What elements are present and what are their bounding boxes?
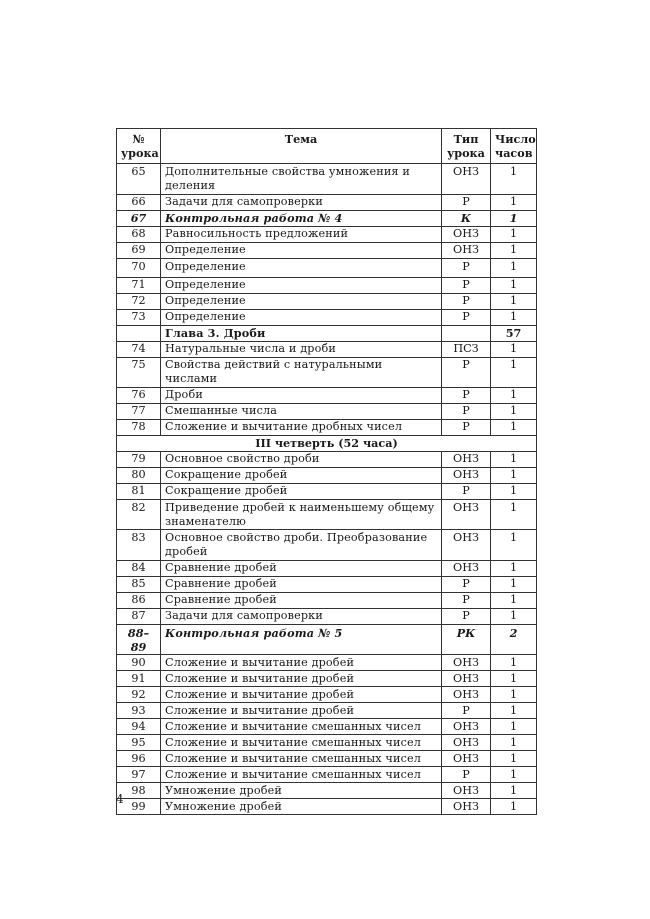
lesson-type-cell: ОНЗ <box>442 226 491 242</box>
lesson-type-cell: Р <box>442 194 491 210</box>
hours-cell: 1 <box>491 576 537 592</box>
topic-cell: Умножение дробей <box>161 799 442 815</box>
lesson-number-cell: 70 <box>117 258 161 277</box>
lesson-number-cell: 80 <box>117 467 161 483</box>
topic-cell: Определение <box>161 258 442 277</box>
hours-cell: 1 <box>491 194 537 210</box>
topic-cell: Дополнительные свойства умножения и деления <box>161 164 442 195</box>
table-row <box>117 467 537 483</box>
lesson-number-cell: 79 <box>117 451 161 467</box>
table-row <box>117 624 537 655</box>
lesson-number-cell: 75 <box>117 357 161 387</box>
table-row <box>117 387 537 403</box>
quarter-heading-row <box>117 435 537 451</box>
hours-cell: 1 <box>491 258 537 277</box>
hours-cell: 1 <box>491 309 537 325</box>
table-row <box>117 164 537 195</box>
table-row <box>117 258 537 277</box>
lesson-type-cell: Р <box>442 419 491 435</box>
topic-cell: Сокращение дробей <box>161 467 442 483</box>
hours-cell: 1 <box>491 451 537 467</box>
hours-cell: 1 <box>491 608 537 624</box>
lesson-number-cell: 85 <box>117 576 161 592</box>
lesson-number-cell: 74 <box>117 341 161 357</box>
topic-cell: Задачи для самопроверки <box>161 608 442 624</box>
table-row <box>117 419 537 435</box>
hours-cell: 1 <box>491 783 537 799</box>
lesson-type-cell: Р <box>442 357 491 387</box>
lesson-number-cell: 73 <box>117 309 161 325</box>
lesson-type-cell: ОНЗ <box>442 687 491 703</box>
table-row <box>117 293 537 309</box>
lesson-type-cell: ОНЗ <box>442 467 491 483</box>
topic-cell: Приведение дробей к наименьшему общему знаменателю <box>161 499 442 530</box>
lesson-type-cell: Р <box>442 403 491 419</box>
lesson-number-cell: 99 <box>117 799 161 815</box>
topic-cell: Сложение и вычитание дробей <box>161 703 442 719</box>
lesson-type-cell: ОНЗ <box>442 783 491 799</box>
table-row <box>117 560 537 576</box>
table-row <box>117 483 537 499</box>
table-row <box>117 767 537 783</box>
topic-cell: Сложение и вычитание дробных чисел <box>161 419 442 435</box>
lesson-type-cell: ОНЗ <box>442 242 491 258</box>
hours-cell: 1 <box>491 226 537 242</box>
topic-cell: Смешанные числа <box>161 403 442 419</box>
chapter-heading-row <box>117 325 537 341</box>
table-row <box>117 655 537 671</box>
lesson-number-cell: 71 <box>117 277 161 293</box>
lesson-number-cell: 90 <box>117 655 161 671</box>
lesson-type-cell: Р <box>442 483 491 499</box>
lesson-number-cell: 95 <box>117 735 161 751</box>
lesson-number-cell: 88– 89 <box>117 624 161 655</box>
lesson-number-cell: 87 <box>117 608 161 624</box>
lesson-type-cell: ОНЗ <box>442 655 491 671</box>
hours-cell: 57 <box>491 325 537 341</box>
hours-cell: 1 <box>491 293 537 309</box>
lesson-type-cell: ОНЗ <box>442 451 491 467</box>
lesson-type-cell: Р <box>442 258 491 277</box>
lesson-number-cell: 98 <box>117 783 161 799</box>
hours-cell: 1 <box>491 751 537 767</box>
topic-cell: Сравнение дробей <box>161 592 442 608</box>
hours-cell: 1 <box>491 530 537 561</box>
hours-cell: 1 <box>491 560 537 576</box>
topic-cell: Сложение и вычитание смешанных чисел <box>161 735 442 751</box>
hours-cell: 1 <box>491 210 537 226</box>
lesson-type-cell: ПСЗ <box>442 341 491 357</box>
lesson-number-cell: 91 <box>117 671 161 687</box>
lesson-type-cell: ОНЗ <box>442 560 491 576</box>
table-row <box>117 210 537 226</box>
topic-cell: Определение <box>161 242 442 258</box>
lesson-number-cell: 69 <box>117 242 161 258</box>
header-row <box>117 129 537 164</box>
table-row <box>117 592 537 608</box>
topic-cell: Сложение и вычитание дробей <box>161 655 442 671</box>
lesson-number-cell: 86 <box>117 592 161 608</box>
page-number: 4 <box>116 792 124 806</box>
topic-cell: Сложение и вычитание дробей <box>161 687 442 703</box>
lesson-type-cell: Р <box>442 592 491 608</box>
lesson-type-cell: ОНЗ <box>442 164 491 195</box>
chapter-title-cell: Глава 3. Дроби <box>161 325 442 341</box>
table-row <box>117 530 537 561</box>
hours-cell: 1 <box>491 687 537 703</box>
lesson-type-cell: ОНЗ <box>442 799 491 815</box>
table-row <box>117 499 537 530</box>
topic-cell: Определение <box>161 277 442 293</box>
lesson-type-cell: К <box>442 210 491 226</box>
lesson-number-cell: 84 <box>117 560 161 576</box>
hours-cell: 2 <box>491 624 537 655</box>
lesson-number-cell: 72 <box>117 293 161 309</box>
lesson-number-cell: 97 <box>117 767 161 783</box>
lesson-type-cell: Р <box>442 576 491 592</box>
header-hours: Число часов <box>491 129 537 164</box>
lesson-type-cell <box>442 325 491 341</box>
table-row <box>117 783 537 799</box>
lesson-type-cell: Р <box>442 608 491 624</box>
hours-cell: 1 <box>491 655 537 671</box>
table-row <box>117 608 537 624</box>
lesson-number-cell: 83 <box>117 530 161 561</box>
table-row <box>117 242 537 258</box>
hours-cell: 1 <box>491 341 537 357</box>
lesson-number-cell: 68 <box>117 226 161 242</box>
lesson-type-cell: Р <box>442 277 491 293</box>
lesson-number-cell: 66 <box>117 194 161 210</box>
lesson-type-cell: РК <box>442 624 491 655</box>
lesson-type-cell: ОНЗ <box>442 735 491 751</box>
hours-cell: 1 <box>491 799 537 815</box>
table-row <box>117 719 537 735</box>
topic-cell: Натуральные числа и дроби <box>161 341 442 357</box>
topic-cell: Свойства действий с натуральными числами <box>161 357 442 387</box>
header-topic: Тема <box>161 129 442 164</box>
lesson-number-cell: 81 <box>117 483 161 499</box>
lesson-type-cell: Р <box>442 703 491 719</box>
hours-cell: 1 <box>491 164 537 195</box>
hours-cell: 1 <box>491 719 537 735</box>
lesson-number-cell: 96 <box>117 751 161 767</box>
hours-cell: 1 <box>491 499 537 530</box>
hours-cell: 1 <box>491 467 537 483</box>
hours-cell: 1 <box>491 387 537 403</box>
lesson-number-cell: 93 <box>117 703 161 719</box>
lesson-number-cell: 78 <box>117 419 161 435</box>
topic-cell: Сравнение дробей <box>161 576 442 592</box>
topic-cell: Сокращение дробей <box>161 483 442 499</box>
table-header <box>117 129 537 164</box>
table-row <box>117 687 537 703</box>
hours-cell: 1 <box>491 671 537 687</box>
lesson-type-cell: ОНЗ <box>442 719 491 735</box>
lesson-number-cell: 67 <box>117 210 161 226</box>
lesson-type-cell: ОНЗ <box>442 499 491 530</box>
topic-cell: Основное свойство дроби. Преобразование дробей <box>161 530 442 561</box>
topic-cell: Сложение и вычитание смешанных чисел <box>161 719 442 735</box>
hours-cell: 1 <box>491 592 537 608</box>
topic-cell: Сложение и вычитание дробей <box>161 671 442 687</box>
hours-cell: 1 <box>491 242 537 258</box>
table-row <box>117 309 537 325</box>
lesson-type-cell: Р <box>442 309 491 325</box>
lesson-type-cell: Р <box>442 387 491 403</box>
hours-cell: 1 <box>491 767 537 783</box>
lesson-number-cell <box>117 325 161 341</box>
table-row <box>117 403 537 419</box>
lesson-number-cell: 77 <box>117 403 161 419</box>
table-row <box>117 357 537 387</box>
table-body <box>117 164 537 815</box>
hours-cell: 1 <box>491 483 537 499</box>
topic-cell: Контрольная работа № 5 <box>161 624 442 655</box>
hours-cell: 1 <box>491 357 537 387</box>
lesson-number-cell: 65 <box>117 164 161 195</box>
topic-cell: Умножение дробей <box>161 783 442 799</box>
lesson-type-cell: ОНЗ <box>442 671 491 687</box>
hours-cell: 1 <box>491 403 537 419</box>
lesson-number-cell: 76 <box>117 387 161 403</box>
lesson-number-cell: 94 <box>117 719 161 735</box>
topic-cell: Основное свойство дроби <box>161 451 442 467</box>
hours-cell: 1 <box>491 277 537 293</box>
hours-cell: 1 <box>491 735 537 751</box>
topic-cell: Дроби <box>161 387 442 403</box>
topic-cell: Задачи для самопроверки <box>161 194 442 210</box>
hours-cell: 1 <box>491 419 537 435</box>
table-row <box>117 277 537 293</box>
lesson-type-cell: Р <box>442 293 491 309</box>
topic-cell: Сложение и вычитание смешанных чисел <box>161 751 442 767</box>
lesson-number-cell: 82 <box>117 499 161 530</box>
table-row <box>117 226 537 242</box>
topic-cell: Определение <box>161 309 442 325</box>
hours-cell: 1 <box>491 703 537 719</box>
lesson-type-cell: ОНЗ <box>442 530 491 561</box>
table-row <box>117 576 537 592</box>
table-row <box>117 751 537 767</box>
lesson-type-cell: Р <box>442 767 491 783</box>
lesson-plan-table <box>116 128 537 815</box>
table-row <box>117 799 537 815</box>
lesson-type-cell: ОНЗ <box>442 751 491 767</box>
topic-cell: Сравнение дробей <box>161 560 442 576</box>
table-row <box>117 703 537 719</box>
table-row <box>117 451 537 467</box>
table-row <box>117 671 537 687</box>
topic-cell: Равносильность предложений <box>161 226 442 242</box>
table-row <box>117 341 537 357</box>
table-row <box>117 194 537 210</box>
lesson-number-cell: 92 <box>117 687 161 703</box>
topic-cell: Определение <box>161 293 442 309</box>
topic-cell: Сложение и вычитание смешанных чисел <box>161 767 442 783</box>
quarter-heading: III четверть (52 часа) <box>117 435 537 451</box>
topic-cell: Контрольная работа № 4 <box>161 210 442 226</box>
table-row <box>117 735 537 751</box>
header-lesson-type: Тип урока <box>442 129 491 164</box>
header-lesson-number: № урока <box>117 129 161 164</box>
